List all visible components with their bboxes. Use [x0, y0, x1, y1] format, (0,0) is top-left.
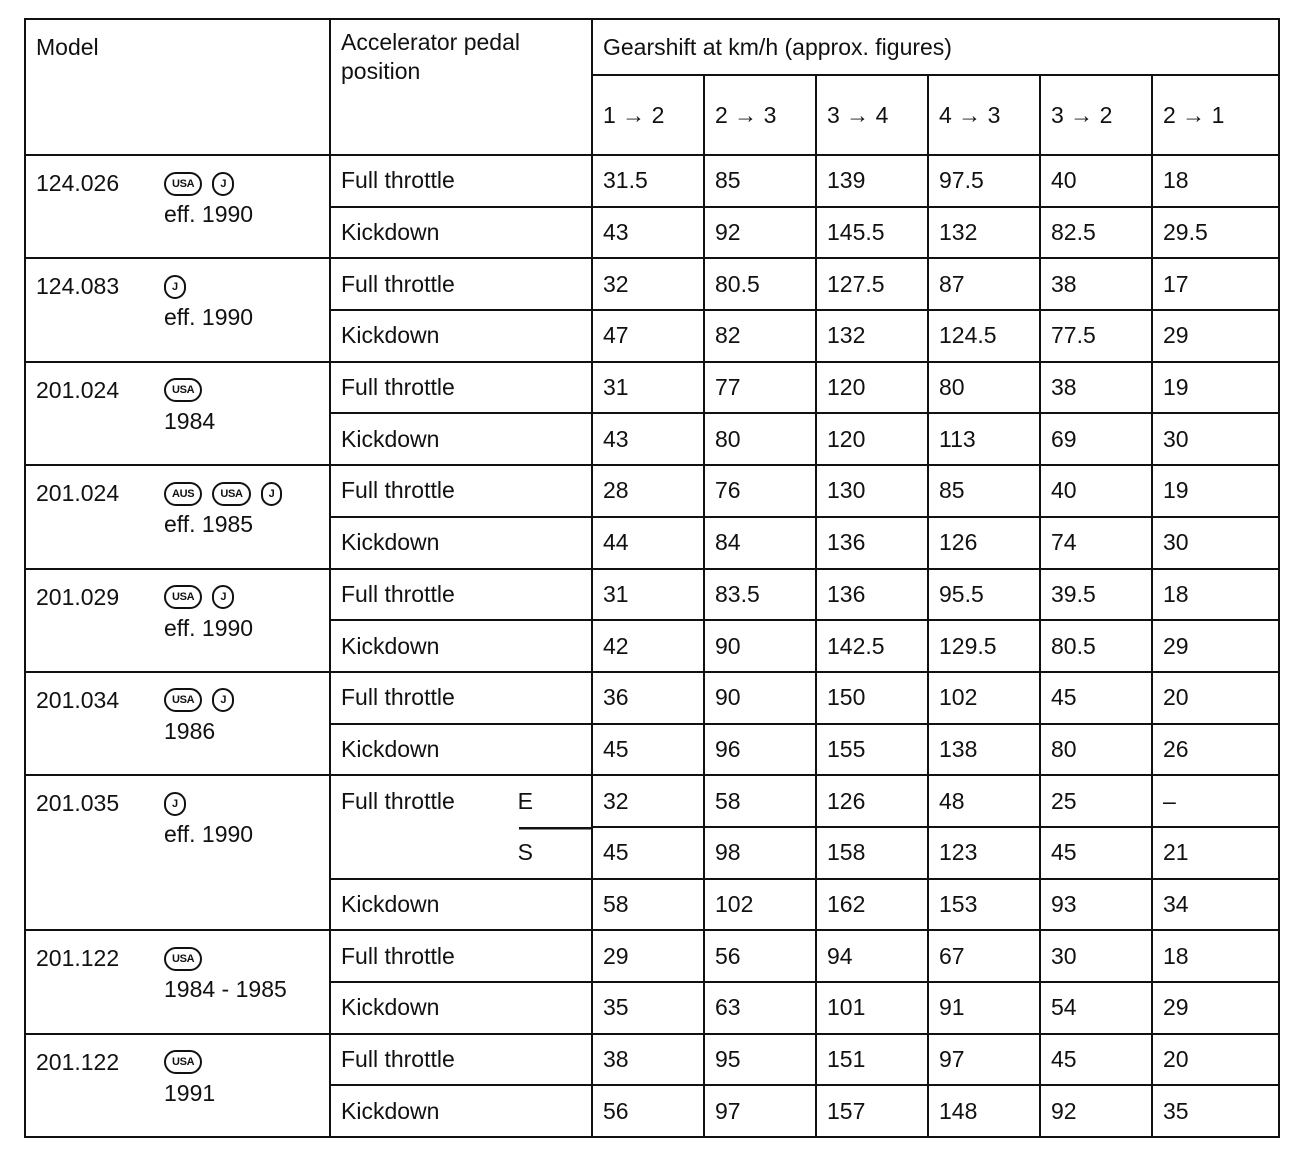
country-badge-icon: AUS: [164, 482, 202, 506]
shift-value-cell: 91: [928, 982, 1040, 1034]
accel-full-throttle: Full throttle: [330, 155, 592, 207]
shift-value-cell: 92: [704, 207, 816, 259]
accel-kickdown: Kickdown: [330, 517, 592, 569]
shift-value-cell: 29.5: [1152, 207, 1279, 259]
shift-value-cell: 45: [1040, 1034, 1152, 1086]
shift-value-cell: 82.5: [1040, 207, 1152, 259]
shift-value-cell: 19: [1152, 465, 1279, 517]
shift-value-cell: 127.5: [816, 258, 928, 310]
shift-value-cell: 90: [704, 672, 816, 724]
model-date: 1991: [164, 1079, 216, 1106]
table-row: [25, 672, 1279, 724]
shift-value-cell: 35: [592, 982, 704, 1034]
shift-value-cell: –: [1152, 775, 1279, 827]
shift-value-cell: 97: [704, 1085, 816, 1137]
table-row: [25, 775, 1279, 827]
accel-full-throttle: Full throttle: [330, 258, 592, 310]
model-cell: [25, 775, 330, 930]
model-cell: [25, 465, 330, 568]
accel-kickdown: Kickdown: [330, 879, 592, 931]
model-cell: [25, 930, 330, 1033]
model-number: 201.034: [36, 686, 120, 713]
model-number: 201.122: [36, 1048, 120, 1075]
shift-value-cell: 126: [816, 775, 928, 827]
shift-value-cell: 39.5: [1040, 569, 1152, 621]
shift-value-cell: 80: [704, 413, 816, 465]
model-cell: [25, 1034, 330, 1137]
shift-value-cell: 42: [592, 620, 704, 672]
shift-value-cell: 45: [592, 724, 704, 776]
shift-value-cell: 93: [1040, 879, 1152, 931]
shift-value-cell: 148: [928, 1085, 1040, 1137]
shift-value-cell: 142.5: [816, 620, 928, 672]
shift-value-cell: 129.5: [928, 620, 1040, 672]
country-badge-icon: J: [212, 585, 234, 609]
header-shift-3-4: 3 → 4: [816, 75, 928, 155]
shift-value-cell: 17: [1152, 258, 1279, 310]
shift-value-cell: 80.5: [1040, 620, 1152, 672]
model-number: 201.029: [36, 583, 120, 610]
shift-value-cell: 26: [1152, 724, 1279, 776]
shift-value-cell: 80: [928, 362, 1040, 414]
table-row: [25, 362, 1279, 414]
shift-value-cell: 31.5: [592, 155, 704, 207]
model-date: 1984: [164, 407, 216, 434]
country-badge-icon: USA: [164, 688, 202, 712]
shift-value-cell: 136: [816, 517, 928, 569]
shift-value-cell: 95: [704, 1034, 816, 1086]
shift-value-cell: 80: [1040, 724, 1152, 776]
shift-value-cell: 157: [816, 1085, 928, 1137]
gearshift-table: [24, 18, 1280, 1138]
table-body: [25, 155, 1279, 1137]
accel-full-throttle: Full throttle: [330, 1034, 592, 1086]
shift-value-cell: 155: [816, 724, 928, 776]
shift-value-cell: 136: [816, 569, 928, 621]
model-cell: [25, 155, 330, 258]
header-shift-2-1: 2 → 1: [1152, 75, 1279, 155]
model-date: eff. 1990: [164, 201, 254, 227]
header-gearshift: Gearshift at km/h (approx. figures): [592, 19, 1279, 75]
header-accelerator: [330, 19, 592, 155]
header-shift-4-3: 4 → 3: [928, 75, 1040, 155]
shift-value-cell: 20: [1152, 672, 1279, 724]
table-row: [25, 930, 1279, 982]
model-cell: [25, 569, 330, 672]
shift-value-cell: 30: [1152, 413, 1279, 465]
shift-value-cell: 44: [592, 517, 704, 569]
accel-full-throttle: Full throttle: [330, 672, 592, 724]
shift-value-cell: 150: [816, 672, 928, 724]
country-badge-icon: USA: [164, 585, 202, 609]
shift-value-cell: 102: [928, 672, 1040, 724]
shift-value-cell: 74: [1040, 517, 1152, 569]
shift-value-cell: 113: [928, 413, 1040, 465]
model-number: 124.026: [36, 170, 120, 196]
shift-value-cell: 76: [704, 465, 816, 517]
shift-value-cell: 31: [592, 569, 704, 621]
shift-value-cell: 92: [1040, 1085, 1152, 1137]
shift-value-cell: 21: [1152, 827, 1279, 879]
shift-value-cell: 77.5: [1040, 310, 1152, 362]
shift-value-cell: 132: [816, 310, 928, 362]
shift-value-cell: 84: [704, 517, 816, 569]
shift-value-cell: 29: [1152, 620, 1279, 672]
shift-value-cell: 83.5: [704, 569, 816, 621]
model-date: eff. 1985: [164, 511, 254, 538]
accel-kickdown: Kickdown: [330, 982, 592, 1034]
shift-value-cell: 139: [816, 155, 928, 207]
country-badge-icon: USA: [164, 172, 202, 196]
shift-value-cell: 18: [1152, 569, 1279, 621]
accel-full-throttle-e: [330, 775, 592, 827]
shift-value-cell: 36: [592, 672, 704, 724]
shift-value-cell: 90: [704, 620, 816, 672]
shift-value-cell: 77: [704, 362, 816, 414]
shift-value-cell: 94: [816, 930, 928, 982]
country-badge-icon: J: [212, 172, 234, 196]
country-badge-icon: USA: [212, 482, 250, 506]
shift-value-cell: 158: [816, 827, 928, 879]
shift-value-cell: 38: [592, 1034, 704, 1086]
shift-value-cell: 82: [704, 310, 816, 362]
model-number: 201.122: [36, 945, 120, 972]
shift-value-cell: 101: [816, 982, 928, 1034]
header-shift-3-2: 3 → 2: [1040, 75, 1152, 155]
shift-value-cell: 40: [1040, 155, 1152, 207]
country-badge-icon: USA: [164, 947, 202, 971]
shift-value-cell: 48: [928, 775, 1040, 827]
shift-value-cell: 124.5: [928, 310, 1040, 362]
shift-value-cell: 87: [928, 258, 1040, 310]
shift-value-cell: 85: [928, 465, 1040, 517]
shift-value-cell: 19: [1152, 362, 1279, 414]
shift-value-cell: 96: [704, 724, 816, 776]
shift-value-cell: 29: [1152, 310, 1279, 362]
accel-full-throttle: Full throttle: [330, 930, 592, 982]
shift-value-cell: 138: [928, 724, 1040, 776]
header-accelerator-text: Accelerator pedal position: [341, 29, 520, 84]
shift-value-cell: 98: [704, 827, 816, 879]
shift-value-cell: 18: [1152, 930, 1279, 982]
accel-kickdown: Kickdown: [330, 207, 592, 259]
shift-value-cell: 132: [928, 207, 1040, 259]
shift-value-cell: 34: [1152, 879, 1279, 931]
shift-value-cell: 32: [592, 258, 704, 310]
shift-value-cell: 30: [1152, 517, 1279, 569]
model-date: eff. 1990: [164, 304, 254, 331]
shift-value-cell: 69: [1040, 413, 1152, 465]
header-shift-2-3: 2 → 3: [704, 75, 816, 155]
shift-value-cell: 102: [704, 879, 816, 931]
shift-value-cell: 130: [816, 465, 928, 517]
country-badge-icon: USA: [164, 1050, 202, 1074]
shift-value-cell: 38: [1040, 258, 1152, 310]
shift-value-cell: 43: [592, 207, 704, 259]
shift-value-cell: 54: [1040, 982, 1152, 1034]
accel-full-throttle: Full throttle: [330, 362, 592, 414]
shift-value-cell: 97.5: [928, 155, 1040, 207]
shift-value-cell: 18: [1152, 155, 1279, 207]
shift-value-cell: 97: [928, 1034, 1040, 1086]
header-model: Model: [25, 19, 330, 155]
shift-value-cell: 38: [1040, 362, 1152, 414]
shift-value-cell: 126: [928, 517, 1040, 569]
accel-mode-e: E: [517, 788, 533, 815]
country-badge-icon: J: [164, 275, 186, 299]
shift-value-cell: 31: [592, 362, 704, 414]
shift-value-cell: 29: [592, 930, 704, 982]
accel-full-throttle: Full throttle: [330, 465, 592, 517]
shift-value-cell: 45: [592, 827, 704, 879]
model-date: 1986: [164, 717, 216, 744]
country-badge-icon: J: [164, 792, 186, 816]
shift-value-cell: 63: [704, 982, 816, 1034]
shift-value-cell: 43: [592, 413, 704, 465]
model-number: 201.024: [36, 480, 120, 507]
shift-value-cell: 80.5: [704, 258, 816, 310]
model-number: 124.083: [36, 273, 120, 300]
shift-value-cell: 45: [1040, 827, 1152, 879]
accel-full-throttle-label: Full throttle: [341, 788, 455, 815]
shift-value-cell: 153: [928, 879, 1040, 931]
shift-value-cell: 30: [1040, 930, 1152, 982]
model-number: 201.035: [36, 790, 120, 817]
shift-value-cell: 67: [928, 930, 1040, 982]
country-badge-icon: USA: [164, 378, 202, 402]
shift-value-cell: 47: [592, 310, 704, 362]
model-date: 1984 - 1985: [164, 976, 287, 1003]
accel-kickdown: Kickdown: [330, 1085, 592, 1137]
shift-value-cell: 120: [816, 362, 928, 414]
shift-value-cell: 56: [592, 1085, 704, 1137]
model-cell: [25, 672, 330, 775]
header-shift-1-2: 1 → 2: [592, 75, 704, 155]
shift-value-cell: 40: [1040, 465, 1152, 517]
accel-kickdown: Kickdown: [330, 413, 592, 465]
shift-value-cell: 145.5: [816, 207, 928, 259]
accel-mode-s: S: [517, 838, 533, 865]
shift-value-cell: 45: [1040, 672, 1152, 724]
accel-mode-s-cell: [330, 827, 592, 879]
shift-value-cell: 85: [704, 155, 816, 207]
table-row: [25, 569, 1279, 621]
shift-value-cell: 58: [592, 879, 704, 931]
shift-value-cell: 162: [816, 879, 928, 931]
accel-kickdown: Kickdown: [330, 620, 592, 672]
shift-value-cell: 32: [592, 775, 704, 827]
shift-value-cell: 120: [816, 413, 928, 465]
table-row: [25, 1034, 1279, 1086]
shift-value-cell: 58: [704, 775, 816, 827]
gearshift-table-sheet: [24, 18, 1278, 1138]
accel-kickdown: Kickdown: [330, 310, 592, 362]
shift-value-cell: 29: [1152, 982, 1279, 1034]
shift-value-cell: 56: [704, 930, 816, 982]
table-row: [25, 155, 1279, 207]
model-date: eff. 1990: [164, 614, 254, 641]
table-row: [25, 465, 1279, 517]
model-cell: [25, 362, 330, 465]
table-row: [25, 258, 1279, 310]
model-date: eff. 1990: [164, 821, 254, 848]
model-cell: [25, 258, 330, 361]
accel-full-throttle: Full throttle: [330, 569, 592, 621]
shift-value-cell: 28: [592, 465, 704, 517]
shift-value-cell: 123: [928, 827, 1040, 879]
shift-value-cell: 20: [1152, 1034, 1279, 1086]
country-badge-icon: J: [212, 688, 234, 712]
model-number: 201.024: [36, 376, 120, 403]
country-badge-icon: J: [261, 482, 283, 506]
shift-value-cell: 95.5: [928, 569, 1040, 621]
shift-value-cell: 151: [816, 1034, 928, 1086]
accel-kickdown: Kickdown: [330, 724, 592, 776]
shift-value-cell: 25: [1040, 775, 1152, 827]
shift-value-cell: 35: [1152, 1085, 1279, 1137]
